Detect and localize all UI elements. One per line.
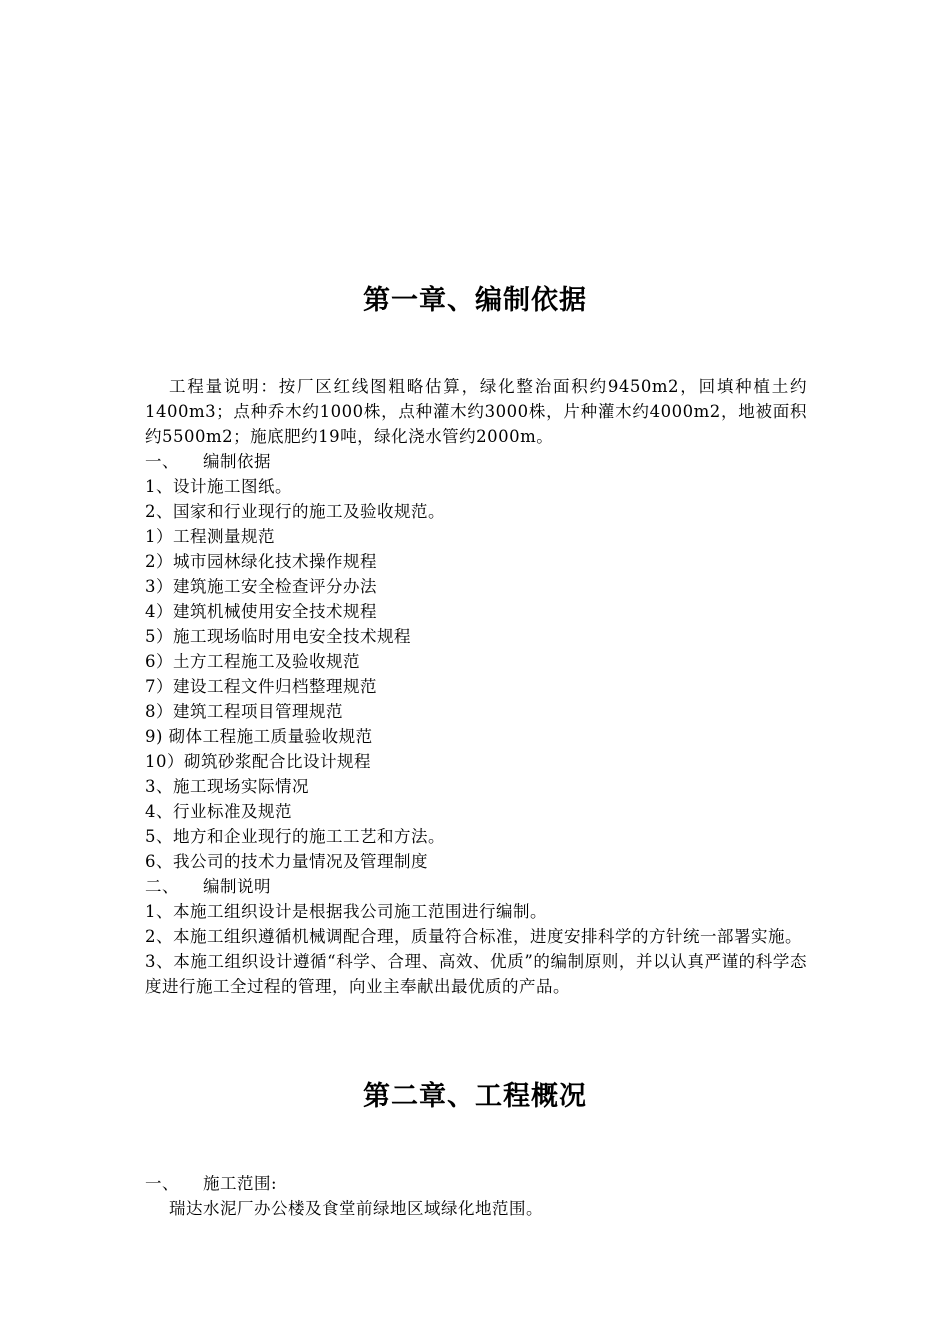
quantity-description: 工程量说明：按厂区红线图粗略估算，绿化整治面积约9450m2，回填种植土约1400m3；点种乔木约1000株，点种灌木约3000株，片种灌木约4000m2，地被面积约5500m2；施底肥约19吨，绿化浇水管约2000m。 [145,377,807,446]
section-heading-basis [145,449,807,474]
basis-list-item: 6、我公司的技术力量情况及管理制度 [145,852,428,871]
chapter-2-title: 第二章、工程概况 [363,1081,587,1112]
basis-list-item: 5）施工现场临时用电安全技术规程 [145,627,411,646]
section-heading-explanation [145,874,807,899]
basis-list-item: 6）土方工程施工及验收规范 [145,652,360,671]
section-heading-scope [145,1171,807,1196]
section-title: 编制依据 [203,452,271,471]
basis-list-item: 3、施工现场实际情况 [145,777,309,796]
section-number: 一、 [145,1174,179,1193]
chapter-1-title: 第一章、编制依据 [363,285,587,316]
basis-list-item: 4、行业标准及规范 [145,802,292,821]
basis-list-item: 4）建筑机械使用安全技术规程 [145,602,377,621]
explanation-list [145,899,807,999]
explanation-list-item: 1、本施工组织设计是根据我公司施工范围进行编制。 [145,902,547,921]
basis-list-item: 8）建筑工程项目管理规范 [145,702,343,721]
section-title: 施工范围: [203,1174,278,1193]
section-title: 编制说明 [203,877,271,896]
section-number: 二、 [145,877,179,896]
basis-list-item: 5、地方和企业现行的施工工艺和方法。 [145,827,445,846]
basis-list-item: 2、国家和行业现行的施工及验收规范。 [145,502,445,521]
section-number: 一、 [145,452,179,471]
chapter-1-body [145,374,807,999]
basis-list [145,474,807,874]
basis-list-item: 9) 砌体工程施工质量验收规范 [145,727,373,746]
basis-list-item: 3）建筑施工安全检查评分办法 [145,577,377,596]
basis-list-item: 10）砌筑砂浆配合比设计规程 [145,752,371,771]
basis-list-item: 7）建设工程文件归档整理规范 [145,677,377,696]
chapter-2-body [145,1171,807,1221]
explanation-list-item: 3、本施工组织设计遵循“科学、合理、高效、优质”的编制原则，并以认真严谨的科学态度进行施工全过程的管理，向业主奉献出最优质的产品。 [145,952,807,996]
basis-list-item: 1）工程测量规范 [145,527,275,546]
basis-list-item: 2）城市园林绿化技术操作规程 [145,552,377,571]
scope-text: 瑞达水泥厂办公楼及食堂前绿地区域绿化地范围。 [169,1199,543,1218]
basis-list-item: 1、设计施工图纸。 [145,477,292,496]
explanation-list-item: 2、本施工组织遵循机械调配合理，质量符合标准，进度安排科学的方针统一部署实施。 [145,927,802,946]
